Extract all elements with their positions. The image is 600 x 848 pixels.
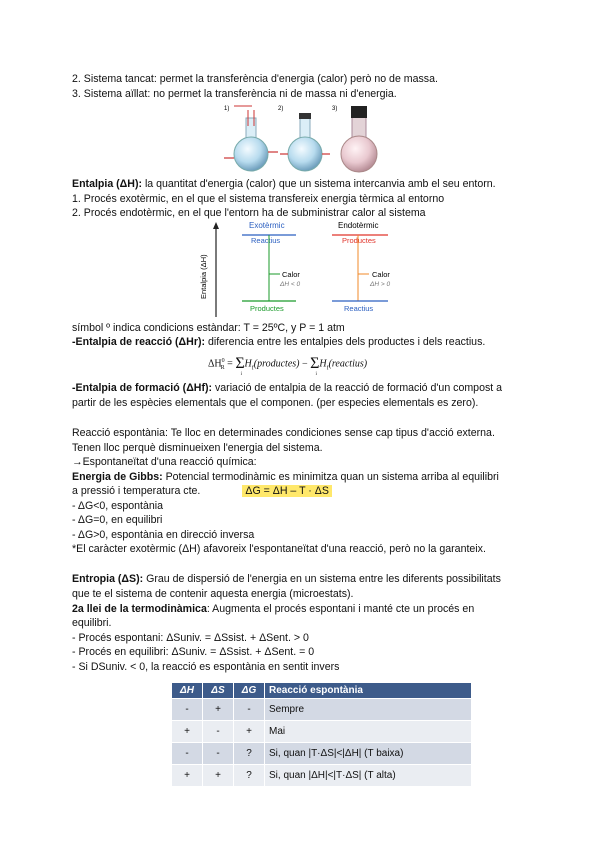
table-cell: -	[203, 721, 234, 743]
closed-system-line: 2. Sistema tancat: permet la transferència d'energia (calor) però no de massa.	[72, 73, 438, 85]
formula-minus: −	[299, 358, 311, 370]
exo-dh-label: ΔH < 0	[280, 281, 301, 288]
table-cell: +	[172, 765, 203, 787]
formula-f-1: f	[251, 365, 254, 372]
exo-title: Exotèrmic	[249, 221, 285, 230]
gibbs-case-zero: - ΔG=0, en equilibri	[72, 514, 163, 526]
entropy-line-2: que te el sistema de contenir aquesta energia (microestats).	[72, 588, 354, 600]
table-header-row	[172, 683, 472, 699]
flask-label-2: 2)	[278, 106, 284, 112]
table-cell: +	[203, 765, 234, 787]
reaction-enthalpy-text: diferencia entre les entalpies dels productes i dels reactius.	[205, 336, 486, 348]
enthalpy-axis-label: Entalpia (ΔH)	[199, 254, 208, 299]
entropy-term: Entropia (ΔS):	[72, 573, 144, 585]
second-law-text: : Augmenta el procés espontani i manté cte un procés en	[206, 603, 475, 615]
enthalpy-definition	[72, 178, 496, 191]
second-law-item-spontaneous: - Procés espontani: ΔSuniv. = ΔSsist. + ΔSent. > 0	[72, 632, 309, 644]
formula-h-2: H	[319, 358, 327, 370]
formation-enthalpy-line-2: partir de les espècies elementals que el componen. (per especies elementals es zero).	[72, 397, 479, 409]
header-dh: ΔH	[172, 683, 203, 699]
endo-dh-label: ΔH > 0	[370, 281, 391, 288]
gibbs-text-2: a pressió i temperatura cte.	[72, 485, 201, 497]
formula-sum-index-2: i	[315, 372, 317, 378]
table-cell: -	[172, 699, 203, 721]
table-row	[172, 743, 472, 765]
formation-enthalpy-text: variació de entalpia de la reacció de formació d'un compost a	[212, 382, 503, 394]
flask-label-1: 1)	[224, 106, 230, 112]
endo-reactants-label: Reactius	[344, 304, 374, 313]
gibbs-case-positive: - ΔG>0, espontània en direcció inversa	[72, 529, 255, 541]
exo-reactants-label: Reactius	[251, 236, 281, 245]
endo-title: Endotèrmic	[338, 221, 379, 230]
isolated-system-line: 3. Sistema aïllat: no permet la transferència ni de massa ni d'energia.	[72, 88, 397, 100]
spontaneous-line-1: Reacció espontània: Te lloc en determinades condiciones sense cap tipus d'acció externa.	[72, 427, 495, 439]
endo-products-label: Productes	[342, 236, 376, 245]
second-law-item-inverse: - Si DSuniv. < 0, la reacció es espontània en sentit invers	[72, 661, 340, 673]
gibbs-text: Potencial termodinàmic es minimitza quan un sistema arriba al equilibri	[162, 471, 499, 483]
table-row	[172, 721, 472, 743]
entropy-text: Grau de dispersió de l'energia en un sistema entre les diferents possibilitats	[143, 573, 501, 585]
second-law-term: 2a llei de la termodinàmica	[72, 603, 207, 615]
gibbs-term: Energia de Gibbs:	[72, 471, 163, 483]
isolated-system-flask	[341, 106, 377, 172]
spontaneity-table	[171, 682, 472, 787]
table-row	[172, 699, 472, 721]
formula-sub: R	[220, 365, 225, 372]
second-law-line-2: equilibri.	[72, 617, 112, 629]
table-cell: Si, quan |ΔH|<|T·ΔS| (T alta)	[265, 765, 472, 787]
formula-sup: 0	[221, 358, 225, 364]
enthalpy-text: la quantitat d'energia (calor) que un sistema intercanvia amb el seu entorn.	[142, 178, 496, 190]
gibbs-note: *El caràcter exotèrmic (ΔH) afavoreix l'espontaneïtat d'una reacció, però no la garanteix.	[72, 543, 486, 555]
formation-enthalpy-term: -Entalpia de formació (ΔHf):	[72, 382, 213, 394]
enthalpy-term: Entalpia (ΔH):	[72, 178, 142, 190]
table-cell: Si, quan |T·ΔS|<|ΔH| (T baixa)	[265, 743, 472, 765]
table-cell: Mai	[265, 721, 472, 743]
formula-products: (productes)	[253, 358, 300, 370]
flask-label-3: 3)	[332, 106, 338, 112]
table-cell: +	[234, 721, 265, 743]
second-law-line-1	[72, 603, 474, 616]
table-cell: +	[172, 721, 203, 743]
table-cell: -	[172, 743, 203, 765]
table-cell: ?	[234, 743, 265, 765]
table-cell: -	[234, 699, 265, 721]
header-ds: ΔS	[203, 683, 234, 699]
formula-reactants: (reactius)	[328, 358, 368, 370]
second-law-item-equilibrium: - Procés en equilibri: ΔSuniv. = ΔSsist. + ΔSent. = 0	[72, 646, 315, 658]
table-cell: Sempre	[265, 699, 472, 721]
formation-enthalpy-line-1	[72, 382, 502, 395]
enthalpy-axis	[213, 222, 219, 317]
formula-sum-1: Σ	[235, 355, 245, 373]
entropy-line-1	[72, 573, 501, 586]
header-spontaneous: Reacció espontània	[265, 683, 472, 699]
table-cell: -	[203, 743, 234, 765]
gibbs-line-2	[72, 485, 332, 498]
reaction-enthalpy-term: -Entalpia de reacció (ΔHr):	[72, 336, 206, 348]
spontaneous-line-3: →Espontaneïtat d'una reacció química:	[72, 456, 257, 468]
exothermic-process-line: 1. Procés exotèrmic, en el que el sistema transfereix energia tèrmica al entorno	[72, 193, 445, 205]
gibbs-line-1	[72, 471, 499, 484]
formula-equals: =	[224, 358, 236, 370]
formula-f-2: f	[326, 365, 329, 372]
spontaneous-line-2: Tenen lloc perquè disminueixen l'energia del sistema.	[72, 442, 323, 454]
formula-sum-2: Σ	[310, 355, 320, 373]
table-row	[172, 765, 472, 787]
enthalpy-diagram	[192, 219, 422, 321]
exo-heat-label: Calor	[282, 270, 300, 279]
system-flasks-figure	[222, 102, 382, 174]
exo-products-label: Productes	[250, 304, 284, 313]
open-system-flask	[224, 106, 278, 171]
gibbs-formula-highlight: ΔG = ΔH – T · ΔS	[242, 485, 332, 497]
formula-h-1: H	[244, 358, 252, 370]
reaction-enthalpy-formula	[208, 350, 367, 380]
endothermic-process-line: 2. Procés endotèrmic, en el que l'entorn ha de subministrar calor al sistema	[72, 207, 426, 219]
reaction-enthalpy-line	[72, 336, 485, 349]
table-cell: ?	[234, 765, 265, 787]
formula-sum-index-1: i	[240, 372, 243, 378]
closed-system-flask	[280, 113, 330, 171]
table-cell: +	[203, 699, 234, 721]
formula-lhs: ΔH	[208, 358, 222, 370]
gibbs-case-negative: - ΔG<0, espontània	[72, 500, 164, 512]
header-dg: ΔG	[234, 683, 265, 699]
endo-heat-label: Calor	[372, 270, 390, 279]
standard-conditions-line: símbol º indica condicions estàndar: T = 25ºC, y P = 1 atm	[72, 322, 345, 334]
